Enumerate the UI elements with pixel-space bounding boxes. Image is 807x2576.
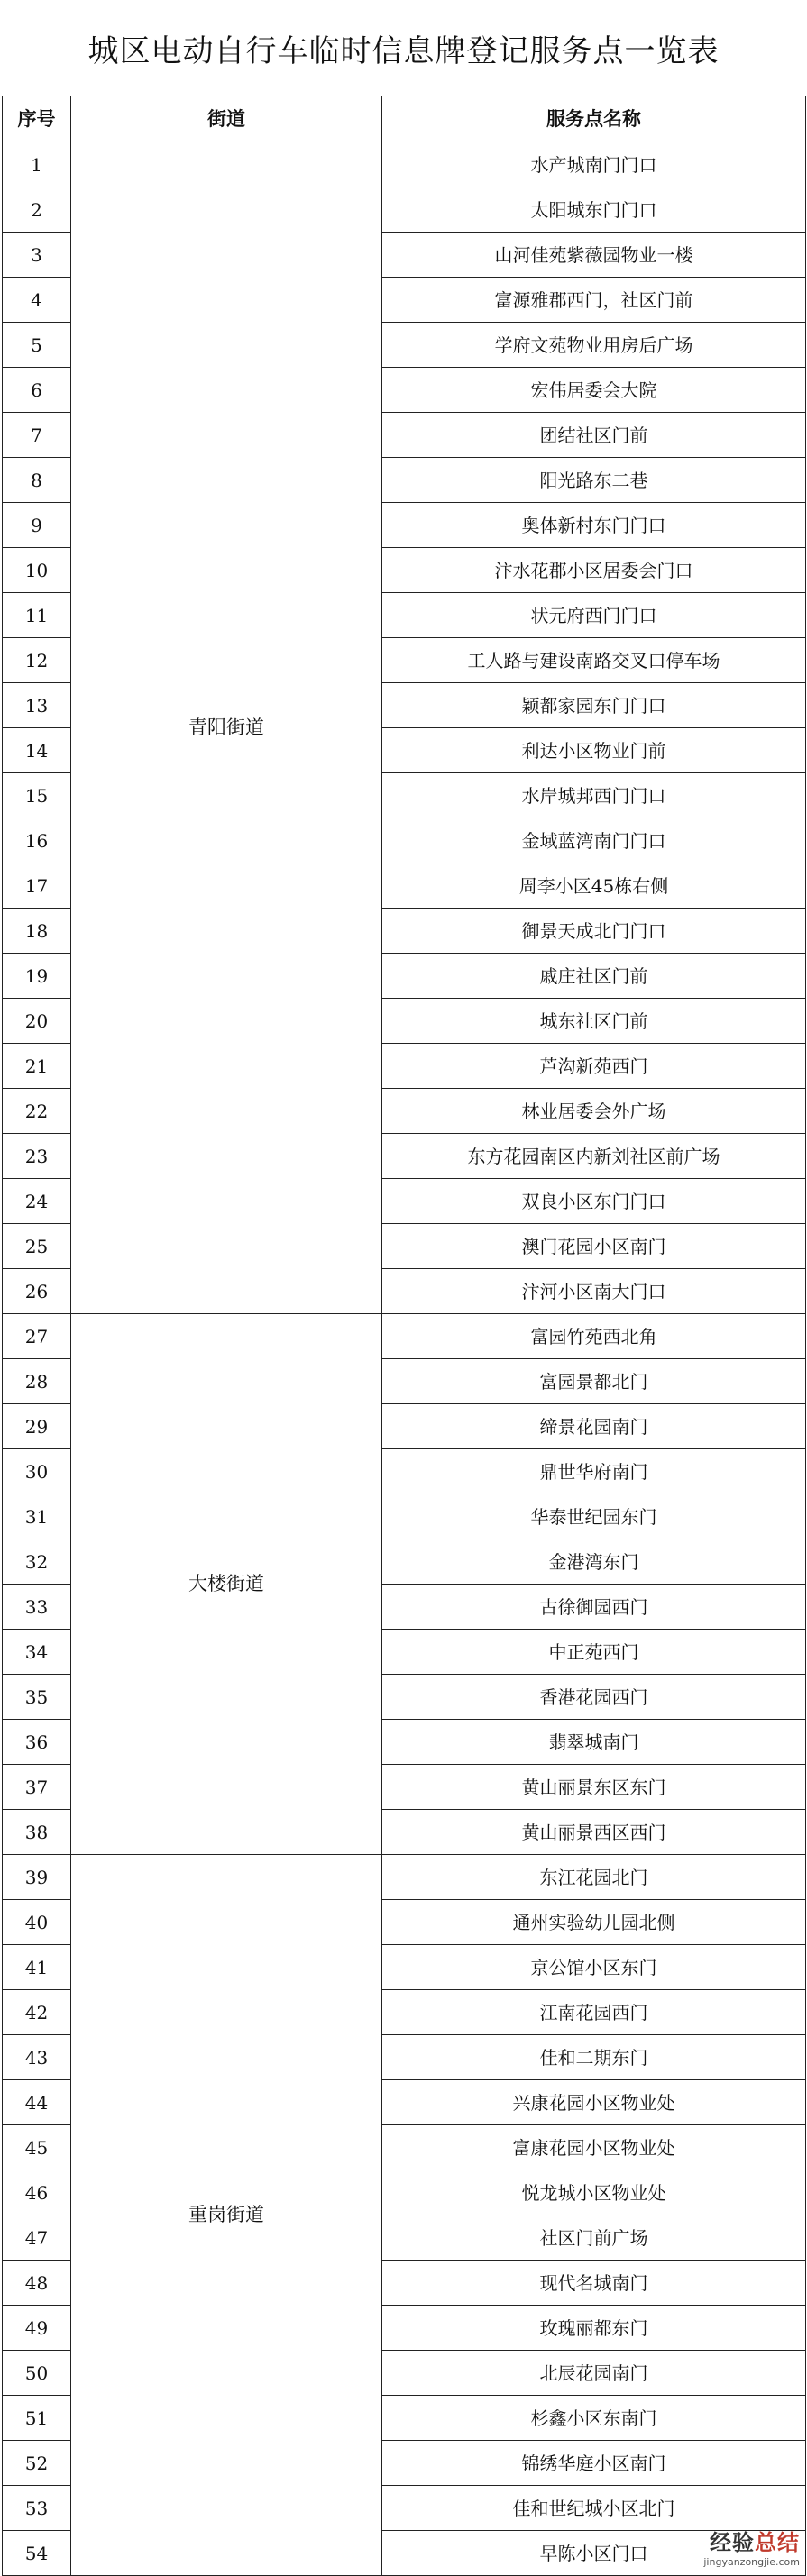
header-street: 街道	[71, 96, 382, 142]
row-index: 34	[3, 1630, 71, 1675]
service-point-name: 杉鑫小区东南门	[382, 2396, 806, 2441]
service-point-name: 香港花园西门	[382, 1675, 806, 1720]
row-index: 42	[3, 1990, 71, 2035]
row-index: 54	[3, 2531, 71, 2576]
header-service-point: 服务点名称	[382, 96, 806, 142]
service-point-name: 奥体新村东门门口	[382, 503, 806, 548]
row-index: 5	[3, 323, 71, 368]
service-point-name: 利达小区物业门前	[382, 728, 806, 773]
street-name: 青阳街道	[71, 142, 382, 1314]
service-point-name: 翡翠城南门	[382, 1720, 806, 1765]
row-index: 21	[3, 1044, 71, 1089]
service-point-name: 鼎世华府南门	[382, 1449, 806, 1494]
service-point-name: 锦绣华庭小区南门	[382, 2441, 806, 2486]
service-point-name: 金域蓝湾南门门口	[382, 818, 806, 863]
service-point-name: 戚庄社区门前	[382, 954, 806, 999]
service-point-name: 东江花园北门	[382, 1855, 806, 1900]
row-index: 41	[3, 1945, 71, 1990]
service-point-name: 中正苑西门	[382, 1630, 806, 1675]
row-index: 40	[3, 1900, 71, 1945]
service-point-name: 富康花园小区物业处	[382, 2125, 806, 2170]
watermark-text-a: 经验	[710, 2530, 755, 2555]
row-index: 51	[3, 2396, 71, 2441]
service-point-name: 古徐御园西门	[382, 1585, 806, 1630]
row-index: 1	[3, 142, 71, 187]
page-title: 城区电动自行车临时信息牌登记服务点一览表	[87, 32, 720, 69]
service-point-name: 江南花园西门	[382, 1990, 806, 2035]
row-index: 35	[3, 1675, 71, 1720]
service-point-name: 周李小区45栋右侧	[382, 863, 806, 909]
row-index: 11	[3, 593, 71, 638]
row-index: 46	[3, 2170, 71, 2215]
row-index: 10	[3, 548, 71, 593]
service-point-name: 黄山丽景东区东门	[382, 1765, 806, 1810]
watermark-text-b: 总结	[755, 2530, 800, 2555]
watermark-logo	[703, 2525, 800, 2568]
row-index: 45	[3, 2125, 71, 2170]
row-index: 31	[3, 1494, 71, 1539]
table-row	[3, 1855, 806, 1900]
service-point-name: 学府文苑物业用房后广场	[382, 323, 806, 368]
row-index: 19	[3, 954, 71, 999]
row-index: 53	[3, 2486, 71, 2531]
service-point-name: 京公馆小区东门	[382, 1945, 806, 1990]
service-point-name: 水岸城邦西门门口	[382, 773, 806, 818]
service-point-table	[2, 96, 806, 2576]
table-row	[3, 1314, 806, 1359]
service-point-name: 黄山丽景西区西门	[382, 1810, 806, 1855]
service-point-name: 早陈小区门口	[382, 2531, 806, 2576]
service-point-name: 华泰世纪园东门	[382, 1494, 806, 1539]
row-index: 18	[3, 909, 71, 954]
row-index: 33	[3, 1585, 71, 1630]
service-point-name: 富园竹苑西北角	[382, 1314, 806, 1359]
row-index: 17	[3, 863, 71, 909]
table-body	[3, 142, 806, 2576]
row-index: 36	[3, 1720, 71, 1765]
service-point-name: 状元府西门门口	[382, 593, 806, 638]
row-index: 16	[3, 818, 71, 863]
service-point-name: 通州实验幼儿园北侧	[382, 1900, 806, 1945]
row-index: 37	[3, 1765, 71, 1810]
row-index: 13	[3, 683, 71, 728]
table-header-row	[3, 96, 806, 142]
row-index: 25	[3, 1224, 71, 1269]
street-name: 大楼街道	[71, 1314, 382, 1855]
service-point-name: 现代名城南门	[382, 2261, 806, 2306]
service-point-name: 工人路与建设南路交叉口停车场	[382, 638, 806, 683]
row-index: 48	[3, 2261, 71, 2306]
row-index: 22	[3, 1089, 71, 1134]
header-index: 序号	[3, 96, 71, 142]
service-point-name: 汴河小区南大门口	[382, 1269, 806, 1314]
service-point-name: 宏伟居委会大院	[382, 368, 806, 413]
service-point-name: 东方花园南区内新刘社区前广场	[382, 1134, 806, 1179]
row-index: 2	[3, 187, 71, 233]
row-index: 50	[3, 2351, 71, 2396]
row-index: 8	[3, 458, 71, 503]
service-point-name: 北辰花园南门	[382, 2351, 806, 2396]
service-point-name: 缔景花园南门	[382, 1404, 806, 1449]
row-index: 32	[3, 1539, 71, 1585]
row-index: 14	[3, 728, 71, 773]
table-row	[3, 142, 806, 187]
service-point-name: 太阳城东门门口	[382, 187, 806, 233]
row-index: 39	[3, 1855, 71, 1900]
row-index: 12	[3, 638, 71, 683]
service-point-name: 芦沟新苑西门	[382, 1044, 806, 1089]
service-point-name: 汴水花郡小区居委会门口	[382, 548, 806, 593]
row-index: 26	[3, 1269, 71, 1314]
row-index: 30	[3, 1449, 71, 1494]
row-index: 9	[3, 503, 71, 548]
watermark-url: jingyanzongjie.com	[703, 2556, 800, 2568]
service-point-name: 玫瑰丽都东门	[382, 2306, 806, 2351]
row-index: 23	[3, 1134, 71, 1179]
service-point-name: 兴康花园小区物业处	[382, 2080, 806, 2125]
service-point-name: 颖都家园东门门口	[382, 683, 806, 728]
service-point-name: 双良小区东门门口	[382, 1179, 806, 1224]
row-index: 7	[3, 413, 71, 458]
service-point-name: 团结社区门前	[382, 413, 806, 458]
service-point-name: 林业居委会外广场	[382, 1089, 806, 1134]
row-index: 52	[3, 2441, 71, 2486]
row-index: 3	[3, 233, 71, 278]
row-index: 43	[3, 2035, 71, 2080]
row-index: 49	[3, 2306, 71, 2351]
service-point-name: 佳和世纪城小区北门	[382, 2486, 806, 2531]
street-name: 重岗街道	[71, 1855, 382, 2576]
row-index: 28	[3, 1359, 71, 1404]
service-point-name: 社区门前广场	[382, 2215, 806, 2261]
row-index: 15	[3, 773, 71, 818]
service-point-name: 城东社区门前	[382, 999, 806, 1044]
row-index: 6	[3, 368, 71, 413]
service-point-name: 阳光路东二巷	[382, 458, 806, 503]
row-index: 29	[3, 1404, 71, 1449]
service-point-name: 富园景都北门	[382, 1359, 806, 1404]
service-point-name: 悦龙城小区物业处	[382, 2170, 806, 2215]
row-index: 20	[3, 999, 71, 1044]
row-index: 27	[3, 1314, 71, 1359]
service-point-name: 水产城南门门口	[382, 142, 806, 187]
row-index: 47	[3, 2215, 71, 2261]
service-point-name: 山河佳苑紫薇园物业一楼	[382, 233, 806, 278]
service-point-name: 富源雅郡西门，社区门前	[382, 278, 806, 323]
service-point-name: 佳和二期东门	[382, 2035, 806, 2080]
row-index: 38	[3, 1810, 71, 1855]
service-point-name: 澳门花园小区南门	[382, 1224, 806, 1269]
row-index: 24	[3, 1179, 71, 1224]
service-point-name: 御景天成北门门口	[382, 909, 806, 954]
service-point-name: 金港湾东门	[382, 1539, 806, 1585]
row-index: 44	[3, 2080, 71, 2125]
row-index: 4	[3, 278, 71, 323]
